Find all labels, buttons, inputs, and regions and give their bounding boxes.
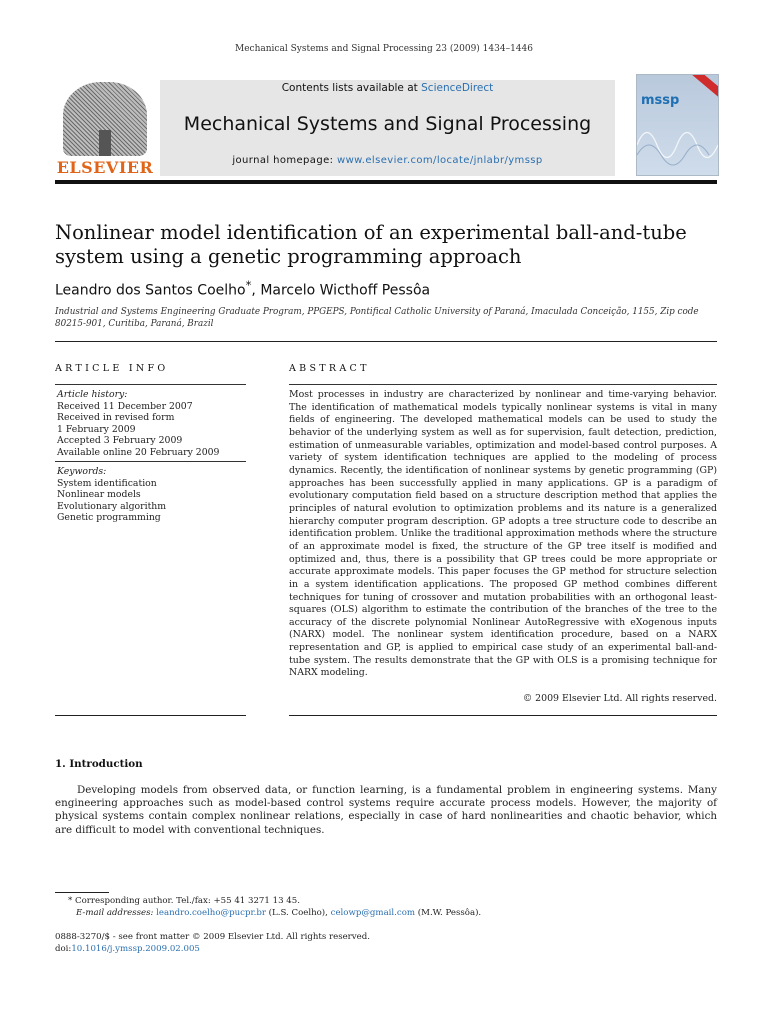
- abstract-rule: [289, 384, 717, 385]
- doi-prefix: doi:: [55, 944, 72, 954]
- cover-wave-icon: [637, 115, 718, 175]
- paper-title: [55, 221, 717, 269]
- abstract-copyright: © 2009 Elsevier Ltd. All rights reserved.: [522, 693, 717, 704]
- journal-homepage: [160, 155, 615, 166]
- journal-cover: [636, 74, 719, 176]
- title-rule: [55, 341, 717, 342]
- title-line-2: system using a genetic programming approach: [55, 245, 522, 268]
- article-history: [57, 389, 247, 459]
- abstract-bottom-rule: [289, 715, 717, 716]
- email-1-owner: (L.S. Coelho),: [265, 908, 331, 918]
- keyword-item: Nonlinear models: [57, 489, 141, 501]
- keyword-item: Evolutionary algorithm: [57, 500, 167, 512]
- author-separator: ,: [251, 282, 261, 299]
- issn-line: 0888-3270/$ - see front matter © 2009 Elsevier Ltd. All rights reserved.: [55, 932, 370, 942]
- history-item: 1 February 2009: [57, 423, 136, 435]
- cover-title: mssp: [641, 93, 680, 108]
- doi-link[interactable]: 10.1016/j.ymssp.2009.02.005: [71, 944, 200, 954]
- tree-trunk: [99, 130, 111, 156]
- history-item: Available online 20 February 2009: [57, 446, 220, 458]
- abstract-heading: ABSTRACT: [289, 363, 370, 374]
- email-footnote: [76, 908, 481, 918]
- history-rule: [55, 461, 246, 462]
- email-link-2[interactable]: celowp@gmail.com: [330, 908, 416, 918]
- author-1: Leandro dos Santos Coelho: [55, 282, 246, 299]
- history-item: Received 11 December 2007: [57, 400, 193, 412]
- footnote-rule: [55, 892, 109, 893]
- keywords-label: Keywords:: [57, 466, 107, 477]
- history-label: Article history:: [57, 389, 128, 400]
- author-2: Marcelo Wicthoff Pessôa: [260, 282, 431, 299]
- homepage-link[interactable]: www.elsevier.com/locate/jnlabr/ymssp: [336, 155, 543, 166]
- article-info-rule: [55, 384, 246, 385]
- authors: [55, 278, 430, 299]
- history-item: Accepted 3 February 2009: [57, 435, 183, 447]
- publisher-wordmark: ELSEVIER: [56, 158, 154, 177]
- introduction-text: Developing models from observed data, or function learning, is a fundamental problem in engineering systems. Many engineering approaches such as model-based control systems require accurate process models. However, the majority of physical systems contain complex nonlinear relations, especially in case of hard nonlinearities and chaotic behavior, which are difficult to model with conventional techniques.: [55, 784, 717, 836]
- email-label: E-mail addresses:: [76, 908, 157, 918]
- doi-line: [55, 944, 200, 954]
- contents-prefix: Contents lists available at: [281, 82, 422, 94]
- affiliation: Industrial and Systems Engineering Graduate Program, PPGEPS, Pontifical Catholic University of Paraná, Imaculada Conceição, 1155, Zip code 80215-901, Curitiba, Paraná, Brazil: [55, 307, 699, 329]
- corresponding-mark[interactable]: *: [245, 278, 252, 292]
- cover-ribbon: [690, 74, 719, 99]
- journal-title: Mechanical Systems and Signal Processing: [183, 113, 592, 135]
- elsevier-logo: [55, 80, 155, 178]
- contents-line: [160, 82, 615, 94]
- homepage-prefix: journal homepage:: [232, 155, 337, 166]
- email-link-1[interactable]: leandro.coelho@pucpr.br: [156, 908, 266, 918]
- email-2-owner: (M.W. Pessôa).: [415, 908, 482, 918]
- introduction-heading: 1. Introduction: [55, 758, 143, 770]
- header-rule: [55, 180, 717, 184]
- keyword-item: Genetic programming: [57, 512, 161, 524]
- sciencedirect-link[interactable]: ScienceDirect: [421, 82, 494, 94]
- history-item: Received in revised form: [57, 412, 175, 424]
- corresponding-footnote: * Corresponding author. Tel./fax: +55 41 3271 13 45.: [68, 896, 300, 906]
- title-line-1: Nonlinear model identification of an experimental ball-and-tube: [55, 221, 687, 244]
- keyword-item: System identification: [57, 477, 157, 489]
- article-info-heading: ARTICLE INFO: [55, 363, 169, 374]
- article-info-bottom-rule: [55, 715, 246, 716]
- journal-citation: Mechanical Systems and Signal Processing 23 (2009) 1434–1446: [235, 44, 533, 54]
- abstract-text: Most processes in industry are characterized by nonlinear and time-varying behavior. The identification of mathematical models typically nonlinear systems is vital in many fields of engineering. The developed mathematical models can be used to study the behavior of the underlying system as well as for supervision, fault detection, prediction, estimation of unmeasurable variables, optimization and model-based control purposes. A variety of system identification techniques are applied to the modeling of process dynamics. Recently, the identification of nonlinear systems by genetic programming (GP) approaches has been successfully applied in many applications. GP is a paradigm of evolutionary computation field based on a structure description method that applies the principles of natural evolution to optimization problems and its nature is a generalized hierarchy computer program description. GP adopts a tree structure code to describe an identification problem. Unlike the traditional approximation methods where the structure of an approximate model is fixed, the structure of the GP tree itself is modified and optimized and, thus, there is a possibility that GP trees could be more appropriate or accurate approximate models. This paper focuses the GP method for structure selection in a system identification applications. The proposed GP method combines different techniques for tuning of crossover and mutation probabilities with an orthogonal least-squares (OLS) algorithm to estimate the contribution of the branches of the tree to the accuracy of the discrete polynomial Nonlinear AutoRegressive with eXogenous inputs (NARX) model. The nonlinear system identification procedure, based on a NARX representation and GP, is applied to empirical case study of an experimental ball-and-tube system. The results demonstrate that the GP with OLS is a promising technique for NARX modeling.: [289, 389, 717, 679]
- keywords: [57, 466, 247, 524]
